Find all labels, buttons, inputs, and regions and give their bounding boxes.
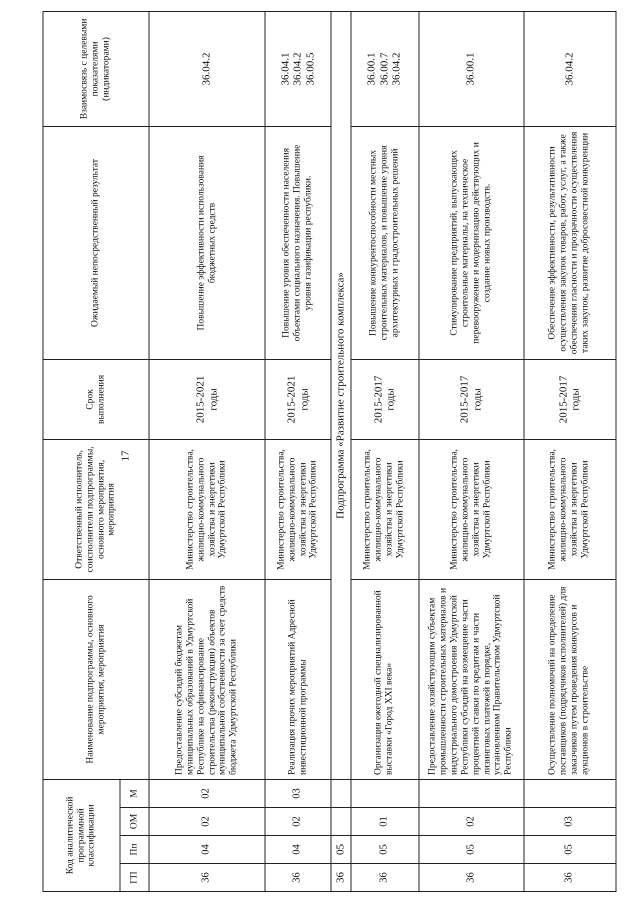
cell-gp: 36 xyxy=(419,864,524,892)
cell-pp: 04 xyxy=(265,836,331,864)
cell-result: Повышение конкурентоспособности местных строительных материалов, и повышение уровня архитектурных и градостроительных решений xyxy=(351,126,419,359)
page-number: 17 xyxy=(119,450,132,462)
cell-executor: Министерство строительства, жилищно-коммунального хозяйства и энергетики Удмуртской Республики xyxy=(419,439,524,579)
cell-pp: 05 xyxy=(419,836,524,864)
header-term: Срок выполнения xyxy=(43,359,149,439)
cell-result: Стимулирование предприятий, выпускающих строительные материалы, на техническое перевооружение и модернизацию действующих и создание новых производств. xyxy=(419,126,524,359)
cell-pp: 04 xyxy=(149,836,265,864)
cell-name: Предоставление хозяйствующим субъектам промышленности строительных материалов и индустриального домостроения Удмуртской Республики субсидий на возмещение части процентной ставки по кредитам и части лизинговых платежей в порядке, установленном Правительством Удмуртской Республики xyxy=(419,579,524,779)
cell-link: 36.04.2 xyxy=(524,11,616,126)
rotated-table-wrapper xyxy=(43,12,598,892)
cell-name: Осуществление полномочий на определение поставщиков (подрядчиков исполнителей) для заказчиков путем проведения конкурсов и аукционов в строительстве xyxy=(524,579,616,779)
cell-m xyxy=(351,779,419,807)
cell-pp: 05 xyxy=(351,836,419,864)
header-name: Наименование подпрограммы, основного мероприятия, мероприятия xyxy=(43,579,149,779)
cell-link: 36.00.1 36.00.7 36.04.2 xyxy=(351,11,419,126)
cell-pp: 05 xyxy=(331,836,351,864)
cell-executor: Министерство строительства, жилищно-коммунального хозяйства и энергетики Удмуртской Республики xyxy=(351,439,419,579)
cell-term: 2015-2021 годы xyxy=(149,359,265,439)
cell-m: 03 xyxy=(265,779,331,807)
cell-link: 36.04.2 xyxy=(149,11,265,126)
cell-m xyxy=(419,779,524,807)
cell-result: Повышение уровня обеспеченности населения объектами социального назначения. Повышение уровня газификации республики. xyxy=(265,126,331,359)
header-result: Ожидаемый непосредственный результат xyxy=(43,126,149,359)
cell-executor: Министерство строительства, жилищно-коммунального хозяйства и энергетики Удмуртской Республики xyxy=(524,439,616,579)
subprogram-row xyxy=(331,11,351,891)
cell-term: 2015-2017 годы xyxy=(419,359,524,439)
cell-gp: 36 xyxy=(265,864,331,892)
table-row xyxy=(419,11,524,891)
header-code-m: М xyxy=(120,779,149,807)
cell-om: 01 xyxy=(351,808,419,836)
header-code-om: ОМ xyxy=(120,808,149,836)
table-row xyxy=(265,11,331,891)
header-code-gp: ГП xyxy=(120,864,149,892)
cell-gp: 36 xyxy=(351,864,419,892)
cell-gp: 36 xyxy=(331,864,351,892)
header-link: Взаимосвязь с целевыми показателями (индикаторами) xyxy=(43,11,149,126)
cell-om: 03 xyxy=(524,808,616,836)
cell-gp: 36 xyxy=(524,864,616,892)
table-row xyxy=(524,11,616,891)
cell-term: 2015-2017 годы xyxy=(351,359,419,439)
cell-om: 02 xyxy=(265,808,331,836)
cell-result: Повышение эффективности использования бюджетных средств xyxy=(149,126,265,359)
cell-result: Обеспечение эффективности, результативности осуществления закупок товаров, работ, услуг, а также обеспечения гласности и прозрачности осуществления таких закупок, развитие добросовестной конкуренции xyxy=(524,126,616,359)
cell-m: 02 xyxy=(149,779,265,807)
cell-executor: Министерство строительства, жилищно-коммунального хозяйства и энергетики Удмуртской Республики xyxy=(265,439,331,579)
table-row xyxy=(149,11,265,891)
cell-term: 2015-2021 годы xyxy=(265,359,331,439)
cell-om: 02 xyxy=(419,808,524,836)
cell-name: Организация ежегодной специализированной выставки «Город XXI века» xyxy=(351,579,419,779)
cell-om: 02 xyxy=(149,808,265,836)
cell-m xyxy=(524,779,616,807)
header-code-pp: Пп xyxy=(120,836,149,864)
header-executor: Ответственный исполнитель, соисполнители подпрограммы, основного мероприятия, мероприятия xyxy=(43,439,149,579)
table-row xyxy=(351,11,419,891)
subprogram-title: Подпрограмма «Развитие строительного комплекса» xyxy=(331,11,351,779)
header-row-1 xyxy=(43,11,120,891)
cell-link: 36.04.1 36.04.2 36.00.5 xyxy=(265,11,331,126)
cell-pp: 05 xyxy=(524,836,616,864)
program-table xyxy=(43,11,617,892)
cell-link: 36.00.1 xyxy=(419,11,524,126)
cell-name: Реализация прочих мероприятий Адресной инвестиционной программы xyxy=(265,579,331,779)
cell-gp: 36 xyxy=(149,864,265,892)
cell-name: Предоставление субсидий бюджетам муниципальных образований в Удмуртской Республике на софинансирование строительства (реконструкции) объектов муниципальной собственности за счет средств бюджета Удмуртской Республики xyxy=(149,579,265,779)
cell-term: 2015-2017 годы xyxy=(524,359,616,439)
header-code-group: Код аналитической программной классификации xyxy=(43,779,120,891)
cell-executor: Министерство строительства, жилищно-коммунального хозяйства и энергетики Удмуртской Республики xyxy=(149,439,265,579)
